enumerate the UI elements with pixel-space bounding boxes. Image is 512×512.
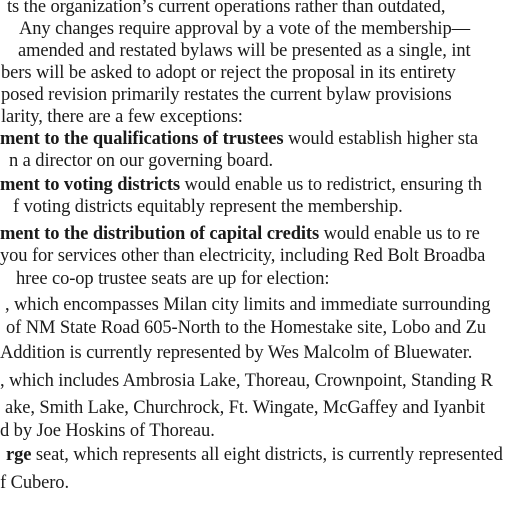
text-line: , which encompasses Milan city limits and immediate surrounding [5, 295, 491, 315]
text-line: ment to voting districts would enable us to redistrict, ensuring th [0, 175, 482, 195]
text-line: ment to the distribution of capital credits would enable us to re [0, 224, 480, 244]
text-line: you for services other than electricity, including Red Bolt Broadba [0, 246, 486, 266]
text-line: n a director on our governing board. [9, 151, 274, 171]
text-line: hree co-op trustee seats are up for election: [16, 269, 330, 289]
text-line: f Cubero. [0, 473, 69, 493]
text-line: amended and restated bylaws will be presented as a single, int [18, 41, 471, 61]
bold-term: ment to the distribution of capital credits [0, 224, 320, 244]
bold-term: rge [6, 445, 32, 465]
text-line: of NM State Road 605-North to the Homestake site, Lobo and Zu [6, 318, 486, 338]
bold-term: ment to voting districts [0, 175, 181, 195]
text-line: Any changes require approval by a vote of the membership— [19, 19, 471, 39]
text-line: , which includes Ambrosia Lake, Thoreau, Crownpoint, Standing R [0, 371, 493, 391]
text-line: ment to the qualifications of trustees would establish higher sta [0, 129, 479, 149]
text-line: ts the organization’s current operations rather than outdated, [7, 0, 446, 17]
text-line: ake, Smith Lake, Churchrock, Ft. Wingate, McGaffey and Iyanbit [5, 398, 485, 418]
text-line: f voting districts equitably represent the membership. [13, 197, 403, 217]
text-line: posed revision primarily restates the current bylaw provisions [1, 85, 452, 105]
text-line: rge seat, which represents all eight districts, is currently represented [6, 445, 503, 465]
text-line: bers will be asked to adopt or reject the proposal in its entirety [1, 63, 456, 83]
text-line: d by Joe Hoskins of Thoreau. [0, 421, 215, 441]
bold-term: ment to the qualifications of trustees [0, 129, 284, 149]
text-line: larity, there are a few exceptions: [1, 107, 243, 127]
text-line: Addition is currently represented by Wes Malcolm of Bluewater. [0, 343, 473, 363]
